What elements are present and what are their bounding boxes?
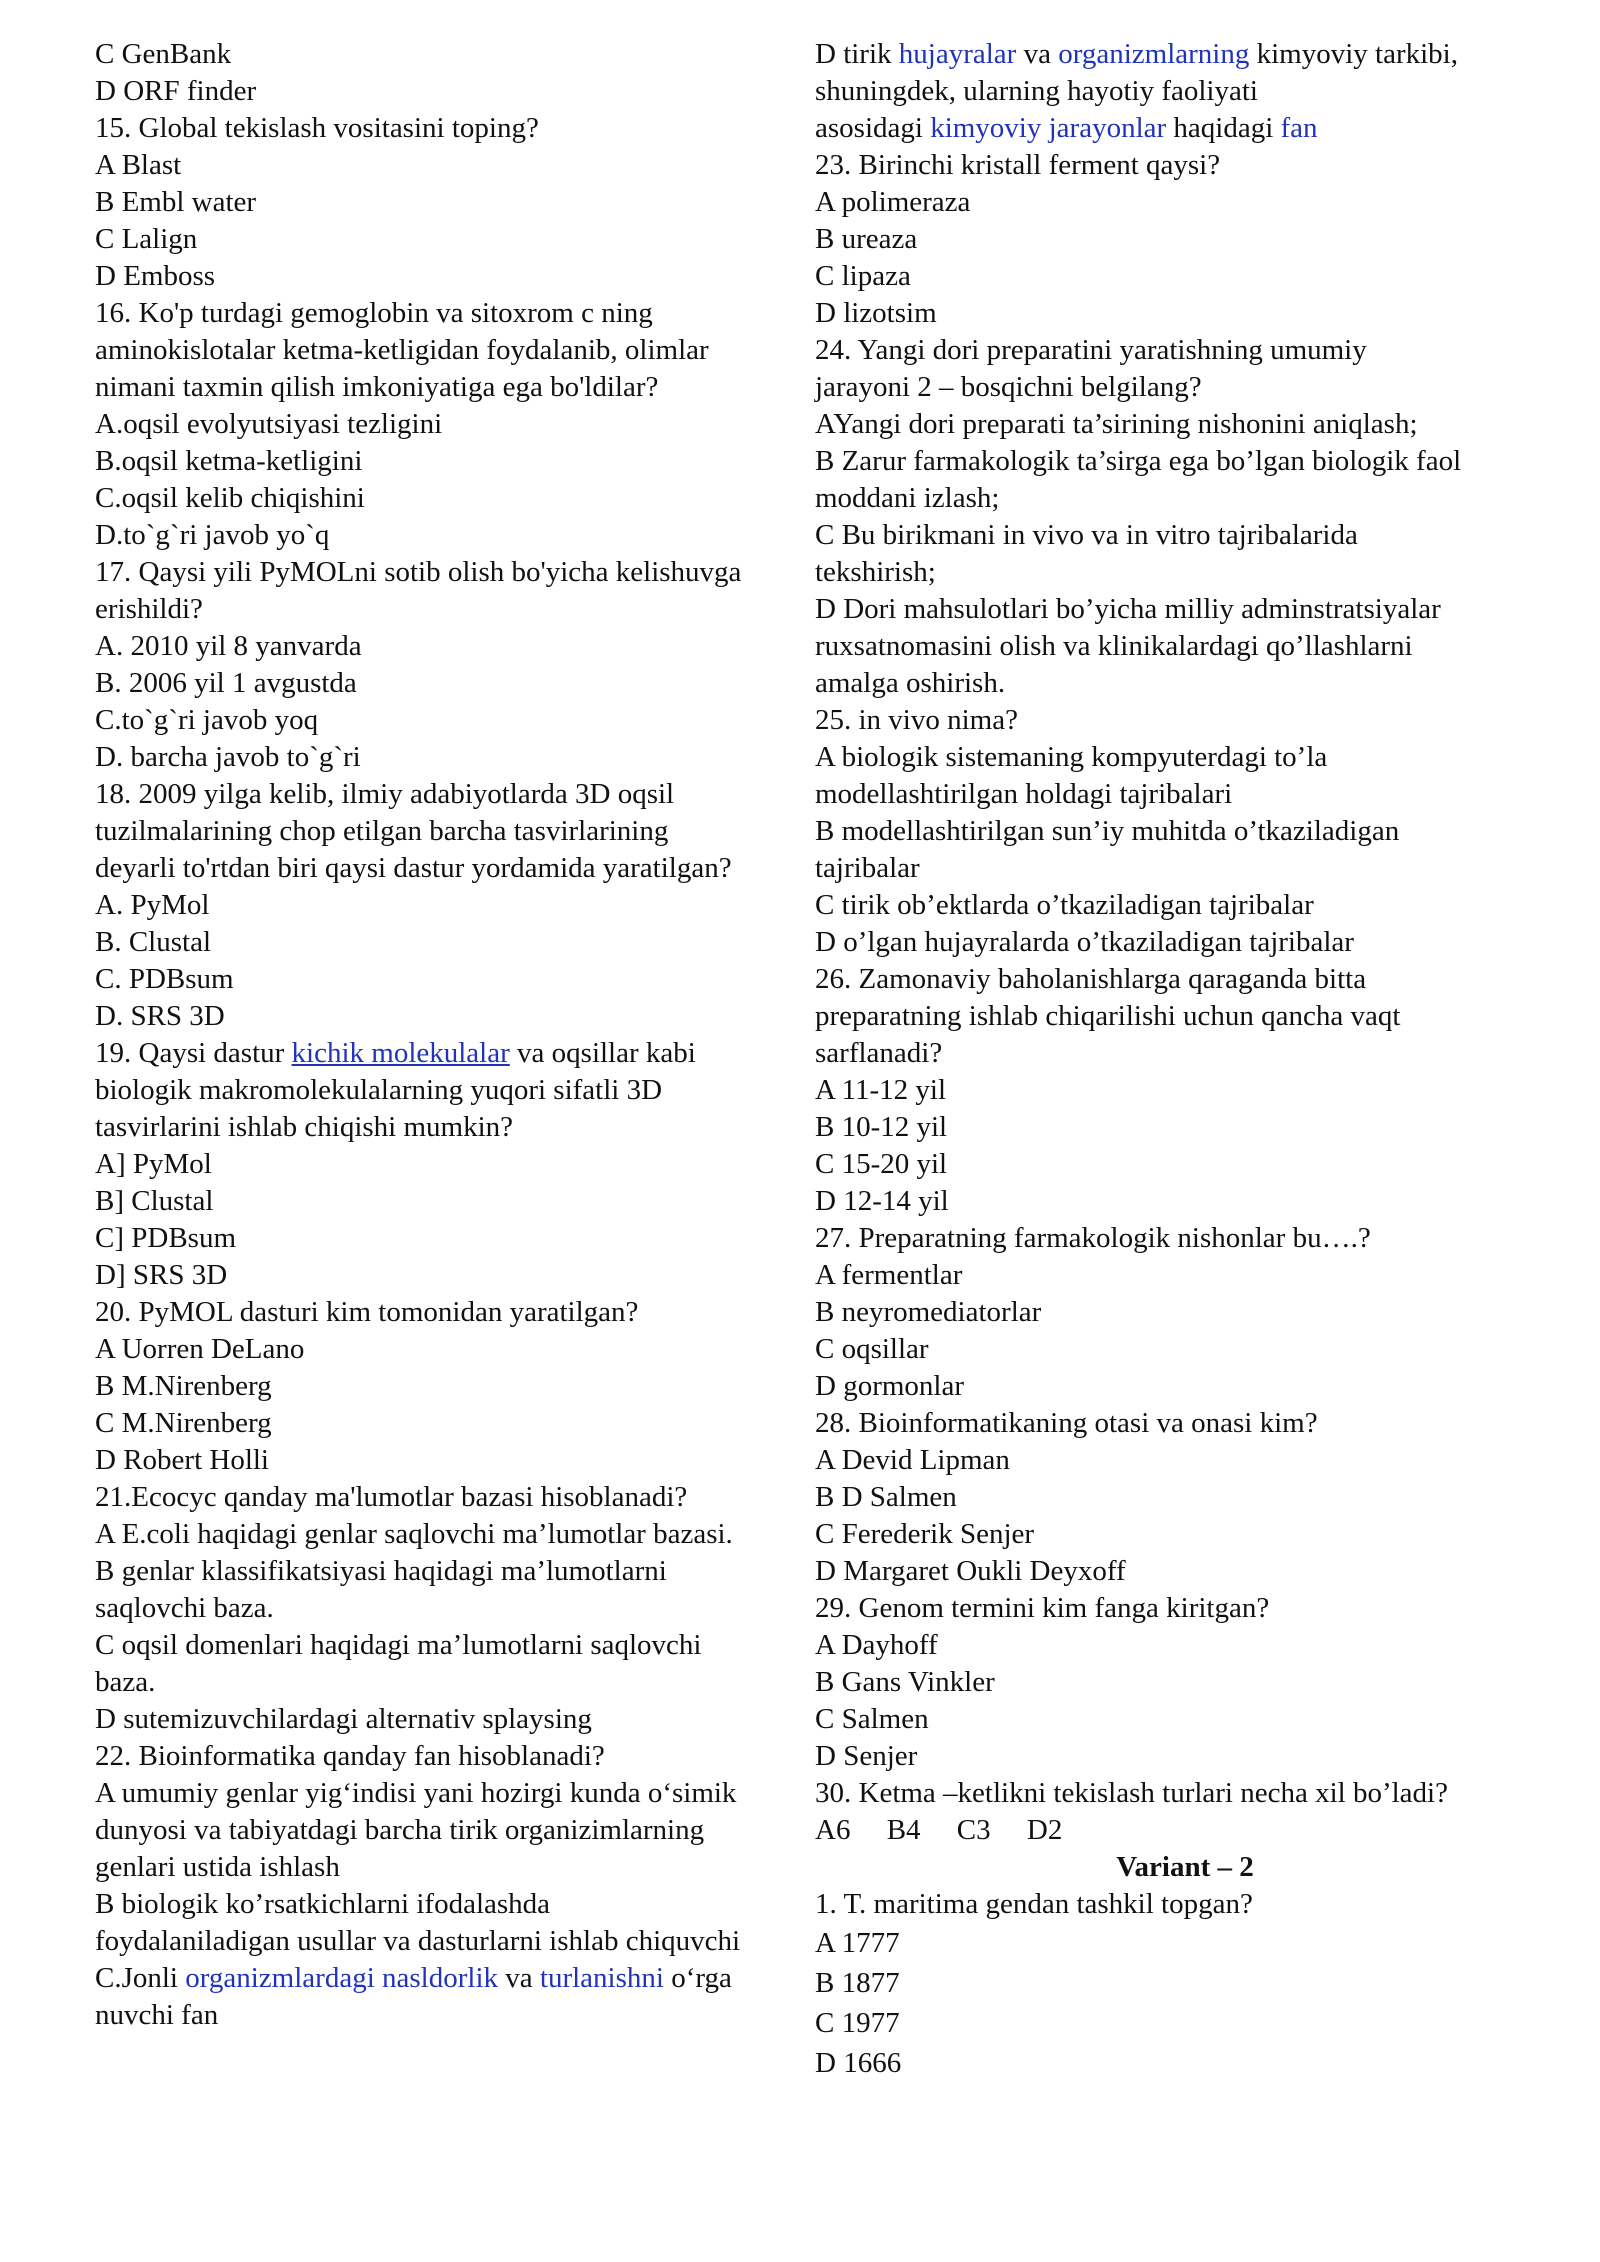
answer-option: B M.Nirenberg <box>95 1370 272 1402</box>
answer-option: A Dayhoff <box>815 1629 938 1661</box>
text-line: modellashtirilgan holdagi tajribalari <box>815 778 1233 810</box>
answer-option: D Robert Holli <box>95 1444 269 1476</box>
text-span: asosidagi <box>815 112 931 144</box>
text-line: shuningdek, ularning hayotiy faoliyati <box>815 75 1258 107</box>
text-span: va <box>498 1962 540 1994</box>
hyperlink-organizmlarning[interactable]: organizmlarning <box>1058 38 1250 70</box>
answer-option: C Bu birikmani in vivo va in vitro tajribalarida <box>815 519 1358 551</box>
question-30: 30. Ketma –ketlikni tekislash turlari necha xil bo’ladi? <box>815 1777 1448 1809</box>
text-line: tekshirish; <box>815 556 936 588</box>
answer-option: A biologik sistemaning kompyuterdagi to’la <box>815 741 1328 773</box>
text-line: tuzilmalarining chop etilgan barcha tasvirlarining <box>95 815 669 847</box>
answer-option: B ureaza <box>815 223 918 255</box>
text-line: sarflanadi? <box>815 1037 943 1069</box>
text-span <box>1041 112 1048 144</box>
answer-option: D.to`g`ri javob yo`q <box>95 519 330 551</box>
text-line: C GenBank <box>95 38 232 70</box>
question-29: 29. Genom termini kim fanga kiritgan? <box>815 1592 1270 1624</box>
question-19 <box>95 1035 815 1072</box>
answer-option: B 10-12 yil <box>815 1111 948 1143</box>
answer-option: D sutemizuvchilardagi alternativ splaysing <box>95 1703 592 1735</box>
answer-option: A E.coli haqidagi genlar saqlovchi ma’lumotlar bazasi. <box>95 1518 733 1550</box>
question-24: 24. Yangi dori preparatini yaratishning umumiy <box>815 334 1367 366</box>
answer-option: A fermentlar <box>815 1259 963 1291</box>
hyperlink-turlanishni[interactable]: turlanishni <box>539 1962 664 1994</box>
text-line: nuvchi fan <box>95 1999 219 2031</box>
hyperlink-jarayonlar[interactable]: jarayonlar <box>1048 112 1167 144</box>
question-18: 18. 2009 yilga kelib, ilmiy adabiyotlarda 3D oqsil <box>95 778 675 810</box>
question-21: 21.Ecocyc qanday ma'lumotlar bazasi hisoblanadi? <box>95 1481 688 1513</box>
answer-option: B D Salmen <box>815 1481 957 1513</box>
text-span: C.Jonli <box>95 1962 186 1994</box>
answer-option: A polimeraza <box>815 186 971 218</box>
text-line: jarayoni 2 – bosqichni belgilang? <box>815 371 1202 403</box>
answer-option: C Lalign <box>95 223 198 255</box>
answer-option: D 1666 <box>815 2047 902 2079</box>
text-line: erishildi? <box>95 593 203 625</box>
text-line: genlari ustida ishlash <box>95 1851 340 1883</box>
answer-option: A] PyMol <box>95 1148 212 1180</box>
answer-option: D Dori mahsulotlari bo’yicha milliy adminstratsiyalar <box>815 593 1441 625</box>
text-span: o‘rga <box>663 1962 732 1994</box>
text-line: amalga oshirish. <box>815 667 1006 699</box>
left-column <box>95 36 815 2034</box>
answer-option: A Blast <box>95 149 182 181</box>
text-span <box>375 1962 382 1994</box>
text-line: ruxsatnomasini olish va klinikalardagi qo’llashlarni <box>815 630 1413 662</box>
text-line: D ORF finder <box>95 75 257 107</box>
answer-option: D Emboss <box>95 260 216 292</box>
answer-option: C 1977 <box>815 2007 900 2039</box>
answer-option: C 15-20 yil <box>815 1148 948 1180</box>
answer-option: B genlar klassifikatsiyasi haqidagi ma’lumotlarni <box>95 1555 667 1587</box>
answer-option: C Ferederik Senjer <box>815 1518 1035 1550</box>
text-span: va oqsillar kabi <box>509 1037 696 1069</box>
answer-option: C.to`g`ri javob yoq <box>95 704 319 736</box>
answer-option: B modellashtirilgan sun’iy muhitda o’tkaziladigan <box>815 815 1400 847</box>
answer-option: D] SRS 3D <box>95 1259 228 1291</box>
answer-options-inline: A6 B4 C3 D2 <box>815 1814 1063 1846</box>
answer-option: A.oqsil evolyutsiyasi tezligini <box>95 408 443 440</box>
text-line <box>815 110 1555 147</box>
answer-option: A Uorren DeLano <box>95 1333 305 1365</box>
question-25: 25. in vivo nima? <box>815 704 1018 736</box>
answer-option: B. 2006 yil 1 avgustda <box>95 667 357 699</box>
right-column <box>815 36 1555 2083</box>
answer-option: C.oqsil kelib chiqishini <box>95 482 365 514</box>
hyperlink-hujayralar[interactable]: hujayralar <box>898 38 1017 70</box>
question-26: 26. Zamonaviy baholanishlarga qaraganda bitta <box>815 963 1367 995</box>
text-line: deyarli to'rtdan biri qaysi dastur yordamida yaratilgan? <box>95 852 732 884</box>
question-17: 17. Qaysi yili PyMOLni sotib olish bo'yicha kelishuvga <box>95 556 742 588</box>
hyperlink-fan[interactable]: fan <box>1280 112 1318 144</box>
answer-option: B biologik ko’rsatkichlarni ifodalashda <box>95 1888 551 1920</box>
answer-option: C M.Nirenberg <box>95 1407 272 1439</box>
answer-option: C oqsil domenlari haqidagi ma’lumotlarni saqlovchi <box>95 1629 702 1661</box>
question-27: 27. Preparatning farmakologik nishonlar bu….? <box>815 1222 1371 1254</box>
text-line: tasvirlarini ishlab chiqishi mumkin? <box>95 1111 514 1143</box>
text-span: haqidagi <box>1166 112 1281 144</box>
answer-option: B 1877 <box>815 1967 900 1999</box>
answer-option: B Gans Vinkler <box>815 1666 995 1698</box>
question-23: 23. Birinchi kristall ferment qaysi? <box>815 149 1221 181</box>
answer-option: C lipaza <box>815 260 911 292</box>
answer-option <box>815 36 1555 73</box>
hyperlink-kimyoviy[interactable]: kimyoviy <box>930 112 1042 144</box>
answer-option: C oqsillar <box>815 1333 929 1365</box>
answer-option: C tirik ob’ektlarda o’tkaziladigan tajribalar <box>815 889 1314 921</box>
text-line: nimani taxmin qilish imkoniyatiga ega bo'ldilar? <box>95 371 659 403</box>
answer-option: B Zarur farmakologik ta’sirga ega bo’lgan biologik faol <box>815 445 1462 477</box>
question-22: 22. Bioinformatika qanday fan hisoblanadi? <box>95 1740 605 1772</box>
answer-option: C Salmen <box>815 1703 929 1735</box>
text-line: preparatning ishlab chiqarilishi uchun qancha vaqt <box>815 1000 1401 1032</box>
text-line: moddani izlash; <box>815 482 1000 514</box>
answer-option: C] PDBsum <box>95 1222 237 1254</box>
question-28: 28. Bioinformatikaning otasi va onasi kim? <box>815 1407 1318 1439</box>
answer-option <box>95 1960 815 1997</box>
question-15: 15. Global tekislash vositasini toping? <box>95 112 539 144</box>
answer-option: D. barcha javob to`g`ri <box>95 741 361 773</box>
kichik-molekulalar-link[interactable]: kichik molekulalar <box>291 1037 510 1069</box>
answer-option: A Devid Lipman <box>815 1444 1010 1476</box>
answer-option: A umumiy genlar yig‘indisi yani hozirgi kunda o‘simik <box>95 1777 737 1809</box>
text-line: saqlovchi baza. <box>95 1592 274 1624</box>
text-line: biologik makromolekulalarning yuqori sifatli 3D <box>95 1074 663 1106</box>
answer-option: D Margaret Oukli Deyxoff <box>815 1555 1126 1587</box>
answer-option: D Senjer <box>815 1740 918 1772</box>
text-line: baza. <box>95 1666 156 1698</box>
text-line: dunyosi va tabiyatdagi barcha tirik organizimlarning <box>95 1814 705 1846</box>
answer-option: C. PDBsum <box>95 963 234 995</box>
answer-option: AYangi dori preparati ta’sirining nishonini aniqlash; <box>815 408 1418 440</box>
answer-option: D 12-14 yil <box>815 1185 949 1217</box>
answer-option: B neyromediatorlar <box>815 1296 1042 1328</box>
question-16: 16. Ko'p turdagi gemoglobin va sitoxrom c ning <box>95 297 653 329</box>
text-span: D tirik <box>815 38 899 70</box>
text-span: 19. Qaysi dastur <box>95 1037 292 1069</box>
answer-option: D lizotsim <box>815 297 937 329</box>
hyperlink-nasldorlik[interactable]: nasldorlik <box>382 1962 499 1994</box>
answer-option: D gormonlar <box>815 1370 964 1402</box>
text-line: tajribalar <box>815 852 920 884</box>
answer-option: A. PyMol <box>95 889 210 921</box>
answer-option: B. Clustal <box>95 926 212 958</box>
hyperlink-organizmlardagi[interactable]: organizmlardagi <box>185 1962 375 1994</box>
answer-option: D o’lgan hujayralarda o’tkaziladigan tajribalar <box>815 926 1354 958</box>
answer-option: B Embl water <box>95 186 257 218</box>
answer-option: B] Clustal <box>95 1185 214 1217</box>
question-20: 20. PyMOL dasturi kim tomonidan yaratilgan? <box>95 1296 639 1328</box>
text-span: kimyoviy tarkibi, <box>1249 38 1458 70</box>
text-line: foydalaniladigan usullar va dasturlarni ishlab chiquvchi <box>95 1925 741 1957</box>
variant-heading: Variant – 2 <box>1116 1851 1254 1883</box>
text-span: va <box>1016 38 1059 70</box>
answer-option: B.oqsil ketma-ketligini <box>95 445 363 477</box>
answer-option: D. SRS 3D <box>95 1000 225 1032</box>
text-line: aminokislotalar ketma-ketligidan foydalanib, olimlar <box>95 334 709 366</box>
answer-option: A 1777 <box>815 1927 900 1959</box>
answer-option: A 11-12 yil <box>815 1074 947 1106</box>
question-1: 1. T. maritima gendan tashkil topgan? <box>815 1888 1253 1920</box>
answer-option: A. 2010 yil 8 yanvarda <box>95 630 362 662</box>
